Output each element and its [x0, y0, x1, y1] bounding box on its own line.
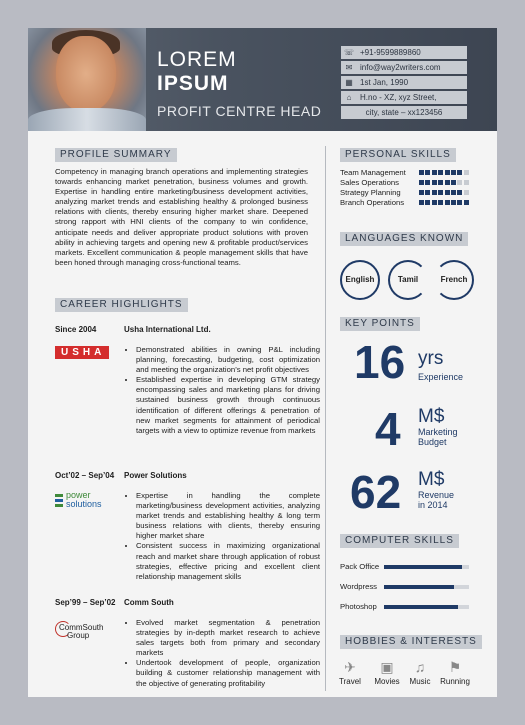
- key-point-unit: yrs: [418, 348, 444, 369]
- computer-skill-bar: [384, 585, 469, 589]
- bullet-item: • Evolved market segmentation & penetration strategies by in-depth market research to achieve sales targets both from primary and secondary markets: [136, 618, 320, 658]
- rating-dot: [451, 180, 456, 185]
- rating-dot: [432, 190, 437, 195]
- hobby-item: [400, 659, 440, 686]
- key-point-unit: M$: [418, 469, 445, 490]
- rating-dot: [457, 200, 462, 205]
- contact-email: [341, 61, 467, 74]
- contact-birthdate: [341, 76, 467, 89]
- rating-dot: [419, 170, 424, 175]
- computer-skill-label: Photoshop: [340, 602, 377, 611]
- logo-text-solutions: solutions: [66, 499, 102, 509]
- rating-dot: [464, 190, 469, 195]
- career-highlights-heading: CAREER HIGHLIGHTS: [55, 298, 188, 312]
- computer-skills-heading: COMPUTER SKILLS: [340, 534, 459, 548]
- rating-dot: [451, 170, 456, 175]
- key-point-unit: M$: [418, 406, 445, 427]
- rating-dot: [445, 190, 450, 195]
- key-point-number: 62: [350, 466, 402, 518]
- job-title: PROFIT CENTRE HEAD: [157, 103, 322, 119]
- contact-phone: [341, 46, 467, 59]
- rating-dot: [425, 200, 430, 205]
- hobby-label: Travel: [339, 677, 361, 686]
- rating-dot: [425, 180, 430, 185]
- language-english: English: [340, 260, 380, 300]
- rating-dot: [438, 190, 443, 195]
- skill-rating: [419, 190, 470, 195]
- rating-dot: [432, 200, 437, 205]
- key-point-label: Budget: [418, 437, 447, 447]
- contact-address-line2-text: city, state – xx123456: [365, 108, 443, 117]
- profile-photo: [28, 28, 146, 131]
- rating-dot: [464, 180, 469, 185]
- usha-logo-text: USHA: [55, 346, 109, 359]
- rating-dot: [464, 200, 469, 205]
- job-company: Power Solutions: [124, 471, 187, 480]
- key-point-label: in 2014: [418, 500, 448, 510]
- job-bullets: [124, 345, 320, 436]
- movies-icon: ▣: [380, 659, 394, 675]
- hobby-label: Running: [440, 677, 470, 686]
- name-first: LOREM: [157, 48, 237, 71]
- bullet-item: • Undertook development of people, organization building & customer relationship management with the objective of generating profitability: [136, 658, 320, 688]
- computer-skill-label: Wordpress: [340, 582, 378, 591]
- phone-icon: ☏: [344, 48, 355, 57]
- rating-dot: [438, 170, 443, 175]
- key-point-label: Experience: [418, 372, 464, 382]
- contact-email-text: info@way2writers.com: [360, 63, 441, 72]
- job-date: Sep’99 – Sep’02: [55, 598, 116, 607]
- logo-bar: [55, 494, 63, 497]
- rating-dot: [425, 190, 430, 195]
- contact-address: [341, 91, 467, 104]
- job-bullets: [124, 491, 320, 582]
- computer-skill-fill: [384, 605, 458, 609]
- rating-dot: [432, 180, 437, 185]
- logo-text-power: power: [66, 490, 91, 500]
- logo-bar: [55, 504, 63, 507]
- key-point-number: 4: [375, 403, 401, 455]
- rating-dot: [445, 200, 450, 205]
- music-icon: ♫: [414, 659, 426, 675]
- rating-dot: [451, 200, 456, 205]
- running-icon: ⚑: [448, 659, 462, 675]
- rating-dot: [419, 180, 424, 185]
- languages-heading: LANGUAGES KNOWN: [340, 232, 468, 246]
- bullet-item: • Established expertise in developing GTM strategy encompassing sales and marketing plans for driving sustained business growth through continuous identification of different offerings & penetration of new market segments for attainment of periodical targets with a view to optimize revenue from markets: [136, 375, 320, 436]
- rating-dot: [445, 180, 450, 185]
- rating-dot: [464, 170, 469, 175]
- language-tamil: Tamil: [388, 260, 428, 300]
- computer-skill-fill: [384, 585, 454, 589]
- rating-dot: [457, 170, 462, 175]
- language-french: French: [434, 260, 474, 300]
- computer-skill-bar: [384, 605, 469, 609]
- hobbies-heading: HOBBIES & INTERESTS: [340, 635, 482, 649]
- commsouth-logo: [55, 621, 119, 645]
- hobby-item: [435, 659, 475, 686]
- resume-page: [28, 28, 497, 697]
- hobby-label: Music: [409, 677, 431, 686]
- key-points-heading: KEY POINTS: [340, 317, 420, 331]
- skill-rating: [419, 200, 470, 205]
- calendar-icon: ▦: [345, 78, 353, 87]
- job-date: Oct’02 – Sep’04: [55, 471, 115, 480]
- profile-summary-heading: PROFILE SUMMARY: [55, 148, 177, 162]
- rating-dot: [451, 190, 456, 195]
- skill-label: Strategy Planning: [340, 188, 401, 197]
- address-icon: ⌂: [346, 93, 352, 102]
- job-company: Comm South: [124, 598, 174, 607]
- bullet-item: • Consistent success in maximizing organizational reach and market share through application of robust strategies, effective pricing and excellent client relationship management skills: [136, 541, 320, 581]
- key-point-label: Marketing: [418, 427, 458, 437]
- bullet-item: • Expertise in handling the complete marketing/business development activities, analyzing market trends and establishing healthy & long term business relations with clients, thereby ensuring higher market share: [136, 491, 320, 541]
- rating-dot: [457, 180, 462, 185]
- skill-label: Team Management: [340, 168, 406, 177]
- skill-rating: [419, 180, 470, 185]
- skill-label: Sales Operations: [340, 178, 399, 187]
- personal-skills-heading: PERSONAL SKILLS: [340, 148, 456, 162]
- rating-dot: [438, 180, 443, 185]
- profile-summary-text: Competency in managing branch operations and implementing strategies towards enhancing market penetration, business volumes and growth. Expertise in handling entire marketing/business development activities, analyzing market trends and establishing healthy & prolonged business relations with clients, thereby ensuring higher market share. Deepened strong rapport with HNI clients of the company to win confidence, anticipate needs and deliver appropriate product solutions with proven ability in achieving targets and opening new & profitable product/services markets. Excellent communication & people management skills that have been honed through managing cross-functional teams.: [55, 167, 308, 267]
- rating-dot: [457, 190, 462, 195]
- key-point-label: Revenue: [418, 490, 455, 500]
- contact-address-line2: [341, 106, 467, 119]
- rating-dot: [419, 200, 424, 205]
- column-divider: [325, 146, 326, 691]
- rating-dot: [445, 170, 450, 175]
- computer-skill-bar: [384, 565, 469, 569]
- photo-shirt: [28, 108, 146, 131]
- rating-dot: [438, 200, 443, 205]
- logo-text-commsouth: CommSouth: [59, 623, 104, 632]
- job-bullets: [124, 618, 320, 689]
- photo-face: [56, 36, 116, 112]
- key-point-number: 16: [354, 336, 406, 388]
- job-date: Since 2004: [55, 325, 97, 334]
- logo-text-group: Group: [67, 631, 90, 640]
- contact-birthdate-text: 1st Jan, 1990: [360, 78, 409, 87]
- contact-phone-text: +91-9599889860: [360, 48, 421, 57]
- logo-bar: [55, 499, 63, 502]
- email-icon: ✉: [345, 63, 353, 72]
- header-banner: [28, 28, 497, 131]
- bullet-item: • Demonstrated abilities in owning P&L including planning, forecasting, budgeting, cost optimization and meeting the organization’s net profit objectives: [136, 345, 320, 375]
- skill-label: Branch Operations: [340, 198, 405, 207]
- name-last: IPSUM: [157, 72, 229, 95]
- job-company: Usha International Ltd.: [124, 325, 211, 334]
- hobby-label: Movies: [374, 677, 400, 686]
- rating-dot: [425, 170, 430, 175]
- computer-skill-label: Pack Office: [340, 562, 380, 571]
- rating-dot: [432, 170, 437, 175]
- travel-icon: ✈: [344, 659, 356, 675]
- rating-dot: [419, 190, 424, 195]
- skill-rating: [419, 170, 470, 175]
- contact-address-text: H.no - XZ, xyz Street,: [360, 93, 437, 102]
- computer-skill-fill: [384, 565, 462, 569]
- usha-logo: [55, 346, 109, 359]
- hobby-item: [330, 659, 370, 686]
